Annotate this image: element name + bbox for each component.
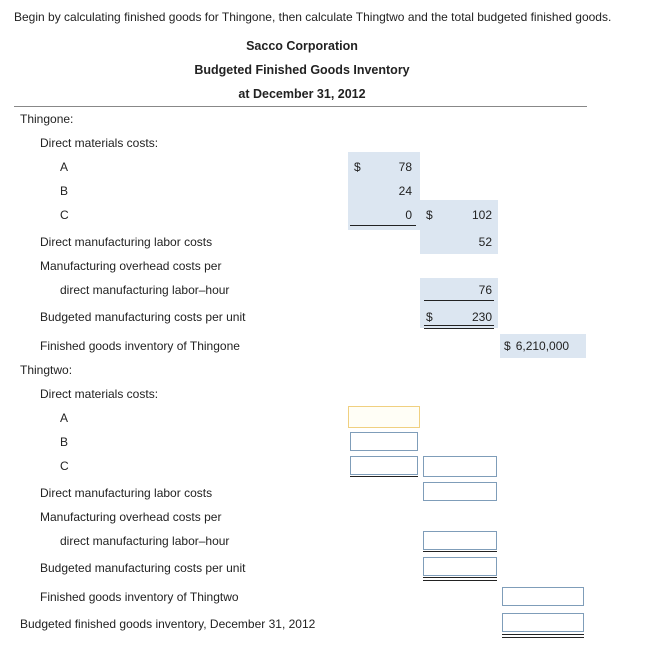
thingtwo-oh-label-1: Manufacturing overhead costs per — [40, 510, 222, 524]
thingtwo-dm-total-input[interactable] — [423, 456, 497, 477]
thingtwo-unit-label: Budgeted manufacturing costs per unit — [40, 561, 246, 575]
thingtwo-b-label: B — [60, 435, 69, 449]
thingone-fg-dollar: $ — [504, 339, 511, 353]
thingtwo-b-input[interactable] — [350, 432, 418, 451]
thingtwo-header: Thingtwo: — [20, 363, 73, 377]
thingone-cost-underline — [424, 300, 494, 301]
thingone-oh-value: 76 — [478, 283, 492, 297]
thingtwo-dm-label: Direct materials costs: — [40, 387, 159, 401]
thingone-b-value: 24 — [398, 184, 412, 198]
thingone-dm-total: 102 — [471, 208, 492, 222]
thingone-c-value: 0 — [405, 208, 412, 222]
thingone-b-label: B — [60, 184, 69, 198]
total-input[interactable] — [502, 613, 584, 632]
thingone-fg-label: Finished goods inventory of Thingone — [40, 339, 240, 353]
thingone-a-dollar: $ — [354, 160, 361, 174]
thingtwo-cost-underline — [423, 551, 497, 552]
total-double-underline — [502, 634, 584, 638]
report-title: Budgeted Finished Goods Inventory — [194, 63, 410, 77]
company-name: Sacco Corporation — [246, 39, 358, 53]
thingtwo-c-label: C — [60, 459, 69, 473]
thingtwo-a-label: A — [60, 411, 69, 425]
thingtwo-unit-input[interactable] — [423, 557, 497, 576]
thingone-a-value: 78 — [398, 160, 412, 174]
thingone-dl-value: 52 — [478, 235, 492, 249]
thingtwo-dl-input[interactable] — [423, 482, 497, 501]
thingtwo-oh-input[interactable] — [423, 531, 497, 550]
thingtwo-unit-double-underline — [423, 577, 497, 581]
header-rule — [14, 106, 587, 107]
thingtwo-dl-label: Direct manufacturing labor costs — [40, 486, 213, 500]
thingone-unit-value: 230 — [471, 310, 492, 324]
thingone-materials-underline — [350, 225, 416, 226]
thingtwo-materials-underline — [350, 476, 418, 477]
thingone-fg-value: 6,210,000 — [515, 339, 570, 353]
thingone-unit-label: Budgeted manufacturing costs per unit — [40, 310, 246, 324]
total-label: Budgeted finished goods inventory, December 31, 2012 — [20, 617, 316, 631]
thingtwo-fg-label: Finished goods inventory of Thingtwo — [40, 590, 239, 604]
thingtwo-oh-label-2: direct manufacturing labor–hour — [60, 534, 230, 548]
thingone-c-label: C — [60, 208, 69, 222]
thingtwo-fg-input[interactable] — [502, 587, 584, 606]
thingone-dm-label: Direct materials costs: — [40, 136, 159, 150]
thingone-oh-label-2: direct manufacturing labor–hour — [60, 283, 230, 297]
thingtwo-a-input[interactable] — [348, 406, 420, 428]
report-date: at December 31, 2012 — [238, 87, 366, 101]
thingone-dm-dollar: $ — [426, 208, 433, 222]
thingone-dl-label: Direct manufacturing labor costs — [40, 235, 213, 249]
thingone-a-label: A — [60, 160, 69, 174]
thingtwo-c-input[interactable] — [350, 456, 418, 475]
thingone-unit-dollar: $ — [426, 310, 433, 324]
thingone-fg-value-box — [500, 334, 586, 358]
thingone-header: Thingone: — [20, 112, 74, 126]
thingone-oh-label-1: Manufacturing overhead costs per — [40, 259, 222, 273]
instruction-text: Begin by calculating finished goods for Thingone, then calculate Thingtwo and the total budgeted finished goods. — [14, 10, 612, 24]
thingone-unit-double-underline — [424, 325, 494, 329]
